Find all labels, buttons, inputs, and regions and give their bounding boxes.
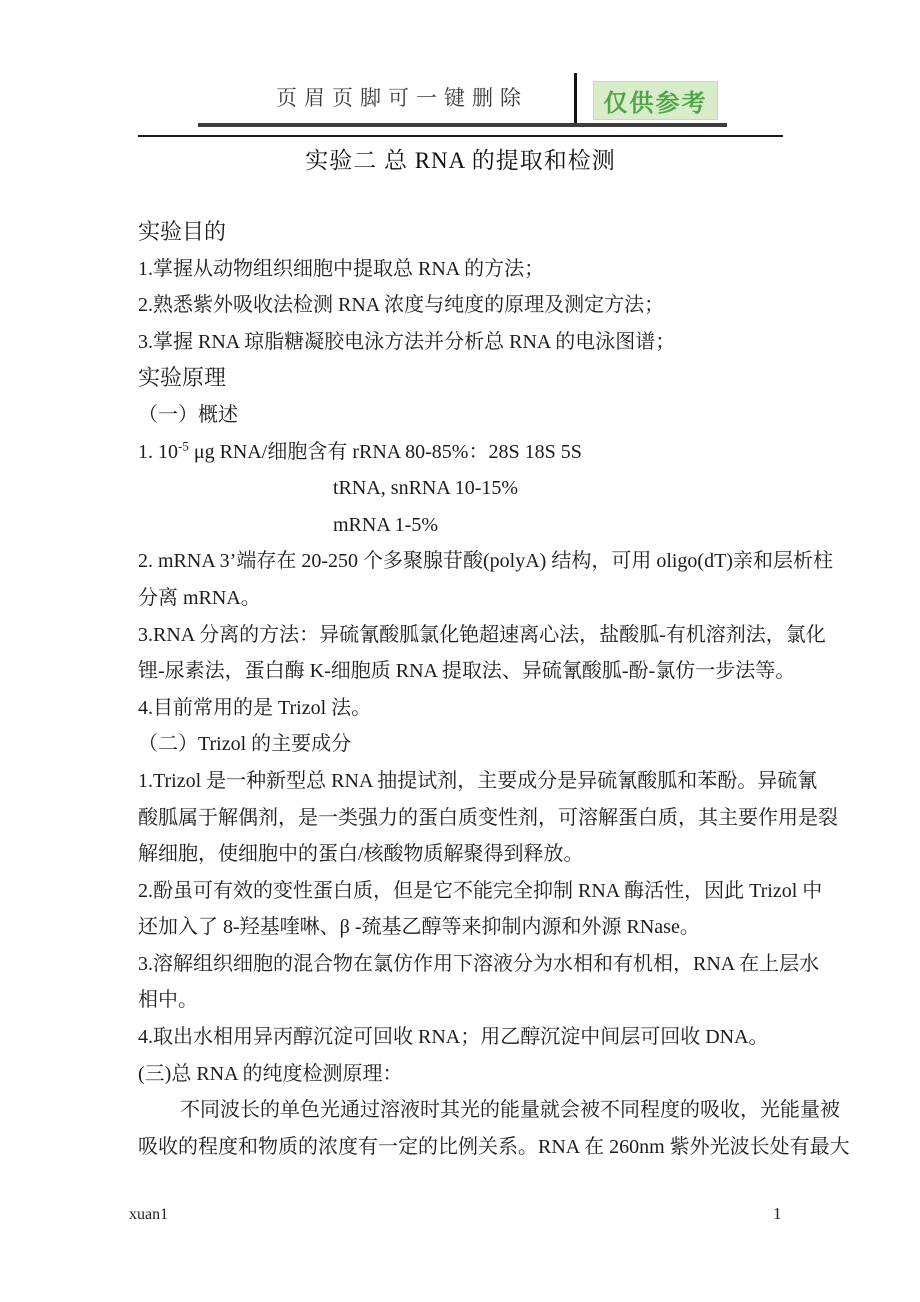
section-heading: 实验目的	[138, 219, 227, 244]
doc-line: 1.Trizol 是一种新型总 RNA 抽提试剂，主要成分是异硫氰酸胍和苯酚。异硫氰	[138, 769, 818, 792]
doc-line: 解细胞，使细胞中的蛋白/核酸物质解聚得到释放。	[138, 843, 584, 866]
doc-line: 1.掌握从动物组织细胞中提取总 RNA 的方法；	[138, 257, 545, 280]
doc-line: 3.RNA 分离的方法：异硫氰酸胍氯化铯超速离心法，盐酸胍-有机溶剂法，氯化	[138, 623, 826, 646]
section-heading: 实验原理	[138, 365, 227, 391]
footer-page-number: 1	[773, 1204, 782, 1223]
doc-line: （二）Trizol 的主要成分	[138, 733, 352, 756]
doc-line: (三)总 RNA 的纯度检测原理：	[138, 1062, 403, 1085]
doc-line: 2. mRNA 3’端存在 20-250 个多聚腺苷酸(polyA) 结构，可用 oligo(dT)亲和层析柱	[138, 550, 833, 573]
doc-line: 酸胍属于解偶剂，是一类强力的蛋白质变性剂，可溶解蛋白质，其主要作用是裂	[138, 806, 838, 829]
superscript: -5	[178, 437, 189, 453]
doc-line: 相中。	[138, 989, 198, 1012]
footer-author: xuan1	[129, 1206, 169, 1223]
doc-line: mRNA 1-5%	[333, 513, 438, 536]
header-rule-thick	[198, 123, 727, 127]
doc-line: 1. $10^{-5}$ μg RNA/细胞含有 rRNA 80-85%：28S 18S 5S	[138, 437, 582, 463]
doc-line: 还加入了 8-羟基喹啉、β -巯基乙醇等来抑制内源和外源 RNase。	[138, 916, 700, 939]
header-rule-thin	[138, 135, 783, 137]
doc-line: （一）概述	[138, 403, 238, 426]
doc-line: 锂-尿素法，蛋白酶 K-细胞质 RNA 提取法、异硫氰酸胍-酚-氯仿一步法等。	[138, 660, 796, 683]
doc-line: 3.溶解组织细胞的混合物在氯仿作用下溶液分为水相和有机相，RNA 在上层水	[138, 952, 820, 975]
doc-line: 2.熟悉紫外吸收法检测 RNA 浓度与纯度的原理及测定方法；	[138, 294, 665, 317]
doc-line: 不同波长的单色光通过溶液时其光的能量就会被不同程度的吸收，光能量被	[180, 1099, 840, 1122]
doc-line: 4.目前常用的是 Trizol 法。	[138, 696, 372, 719]
header-divider	[574, 73, 577, 127]
doc-line: 2.酚虽可有效的变性蛋白质，但是它不能完全抑制 RNA 酶活性，因此 Trizol 中	[138, 879, 823, 902]
header-note: 页眉页脚可一键删除	[276, 86, 528, 110]
doc-line: 4.取出水相用异丙醇沉淀可回收 RNA；用乙醇沉淀中间层可回收 DNA。	[138, 1026, 769, 1049]
document-body	[138, 214, 850, 1165]
doc-line: 3.掌握 RNA 琼脂糖凝胶电泳方法并分析总 RNA 的电泳图谱；	[138, 330, 676, 353]
page-title: 实验二 总 RNA 的提取和检测	[305, 148, 616, 173]
doc-line: 吸收的程度和物质的浓度有一定的比例关系。RNA 在 260nm 紫外光波长处有最大	[138, 1135, 850, 1158]
doc-line: tRNA, snRNA 10-15%	[333, 477, 519, 500]
reference-only-badge: 仅供参考	[593, 81, 718, 120]
doc-line: 分离 mRNA。	[138, 586, 261, 609]
